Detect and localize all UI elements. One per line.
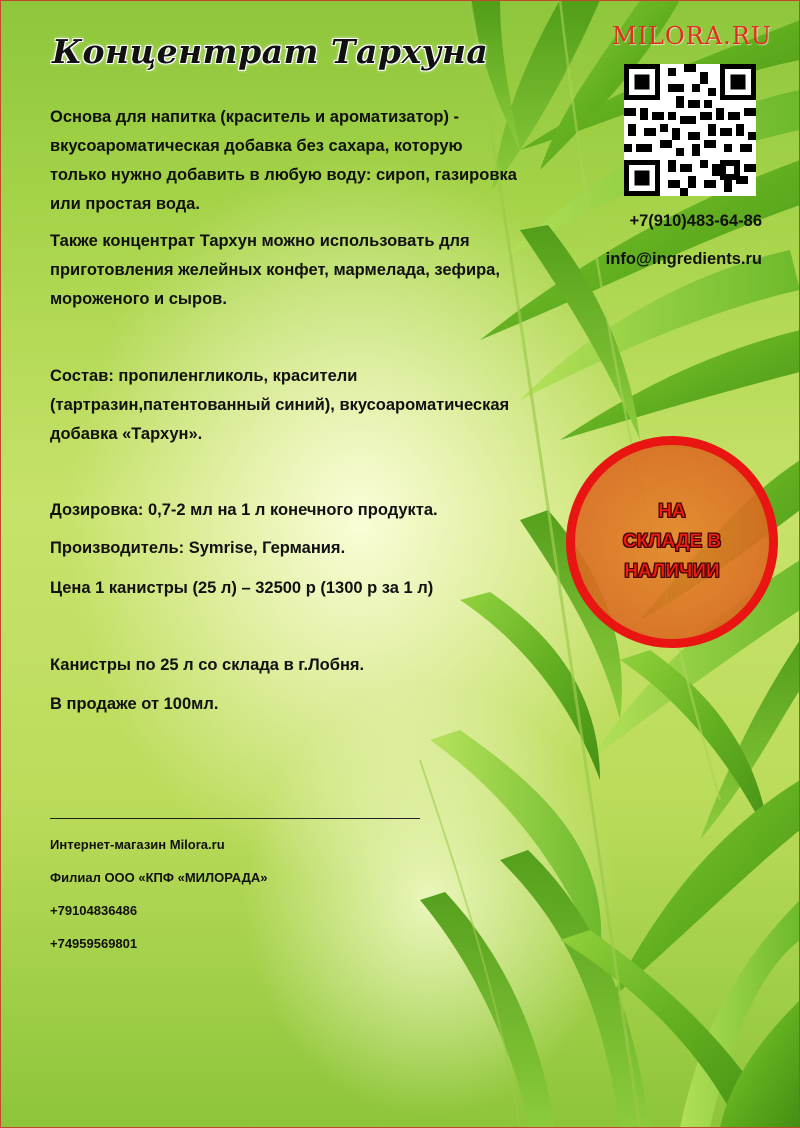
min-sale-text: В продаже от 100мл. xyxy=(50,695,219,713)
qr-code-icon[interactable] xyxy=(624,64,756,196)
brand-logo[interactable]: MILORA.RU xyxy=(612,22,772,50)
badge-line-2: СКЛАДЕ В xyxy=(622,531,722,552)
page-title: Концентрат Тархуна xyxy=(52,32,489,71)
footer-divider xyxy=(50,818,420,819)
badge-line-1: НА xyxy=(658,501,686,522)
footer-shop[interactable]: Интернет-магазин Milora.ru xyxy=(50,837,225,852)
intro-paragraph-1: Основа для напитка (краситель и ароматизатор) - вкусоароматическая добавка без сахара, которую только нужно добавить в любую воду: сироп, газировка или простая вода. xyxy=(50,108,517,213)
dosage-text: Дозировка: 0,7-2 мл на 1 л конечного продукта. xyxy=(50,501,438,519)
email-contact[interactable]: info@ingredients.ru xyxy=(605,250,762,268)
canisters-text: Канистры по 25 л со склада в г.Лобня. xyxy=(50,656,365,674)
in-stock-badge xyxy=(566,436,778,648)
price-text: Цена 1 канистры (25 л) – 32500 р (1300 р за 1 л) xyxy=(50,579,434,597)
footer-phone-2[interactable]: +74959569801 xyxy=(50,936,138,951)
badge-line-3: НАЛИЧИИ xyxy=(624,561,720,582)
composition-text: Состав: пропиленгликоль, красители (тартразин,патентованный синий), вкусоароматическая добавка «Тархун». xyxy=(50,367,510,443)
footer-phone-1[interactable]: +79104836486 xyxy=(50,903,138,918)
footer-company: Филиал ООО «КПФ «МИЛОРАДА» xyxy=(50,870,268,885)
phone-contact[interactable]: +7(910)483-64-86 xyxy=(629,212,762,230)
manufacturer-text: Производитель: Symrise, Германия. xyxy=(50,539,346,557)
intro-paragraph-2: Также концентрат Тархун можно использовать для приготовления желейных конфет, мармелада, зефира, мороженого и сыров. xyxy=(50,232,500,308)
